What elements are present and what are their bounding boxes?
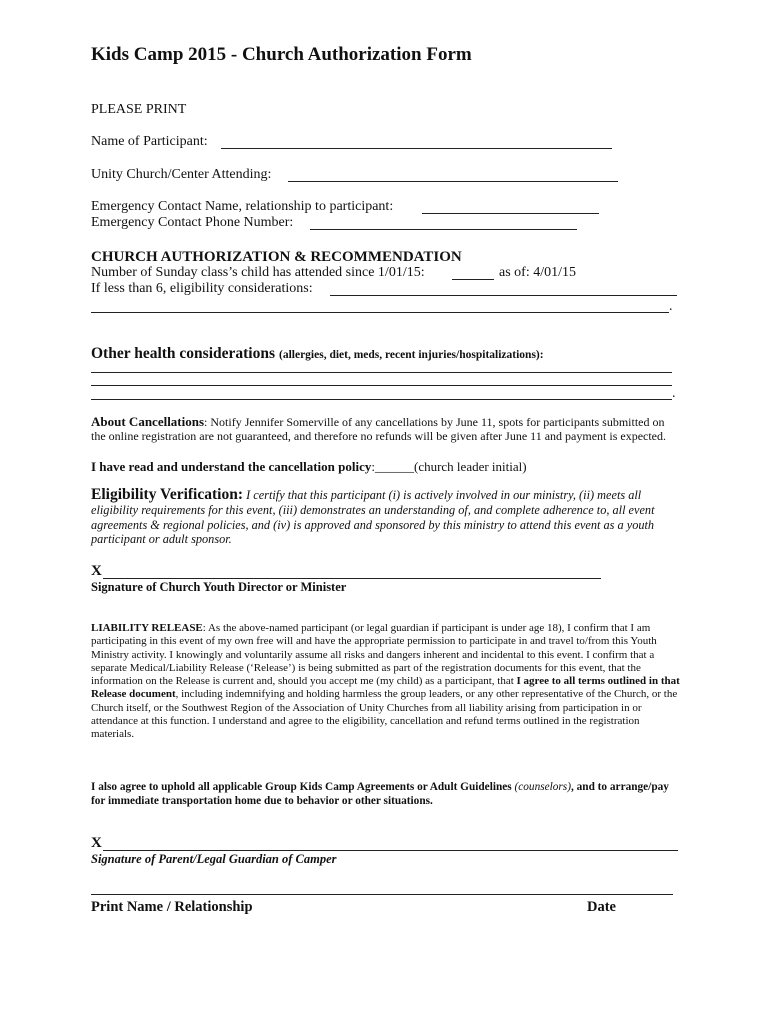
health-line-2[interactable] bbox=[91, 385, 672, 386]
agreement-text-2: , and to arrange/pay for immediate transportation home due to behavior or other situations. bbox=[91, 781, 669, 807]
guardian-signature-field[interactable] bbox=[103, 850, 678, 851]
church-attending-field[interactable] bbox=[288, 181, 618, 182]
health-line-1[interactable] bbox=[91, 372, 672, 373]
agreement-text-1: I also agree to uphold all applicable Group Kids Camp Agreements or Adult Guidelines bbox=[91, 781, 512, 793]
emergency-contact-phone-field[interactable] bbox=[310, 229, 577, 230]
eligibility-considerations-label: If less than 6, eligibility considerations: bbox=[91, 281, 313, 296]
director-signature-label: Signature of Church Youth Director or Minister bbox=[91, 580, 347, 594]
health-line-3[interactable] bbox=[91, 399, 672, 400]
director-signature-x: X bbox=[91, 563, 102, 579]
health-period: . bbox=[672, 386, 676, 401]
cancellations-text: : Notify Jennifer Somerville of any cancellations by June 11, spots for participants submitted on the online registration are not guaranteed, and therefore no refunds will be given after June 11 and payment is expected. bbox=[91, 415, 667, 443]
health-considerations-heading bbox=[91, 345, 544, 363]
form-title: Kids Camp 2015 - Church Authorization Form bbox=[91, 44, 472, 65]
eligibility-verification-paragraph bbox=[91, 488, 681, 547]
participant-name-label: Name of Participant: bbox=[91, 134, 208, 149]
cancellations-label: About Cancellations bbox=[91, 414, 205, 429]
agreement-paragraph bbox=[91, 780, 681, 808]
cancellations-paragraph bbox=[91, 415, 681, 443]
church-authorization-heading: CHURCH AUTHORIZATION & RECOMMENDATION bbox=[91, 249, 462, 265]
print-name-date-field[interactable] bbox=[91, 894, 673, 895]
liability-release-label: LIABILITY RELEASE bbox=[91, 622, 203, 634]
liability-release-paragraph bbox=[91, 622, 681, 742]
sunday-classes-label: Number of Sunday class’s child has attended since 1/01/15: bbox=[91, 265, 425, 280]
please-print-note: PLEASE PRINT bbox=[91, 102, 187, 117]
as-of-date: as of: 4/01/15 bbox=[499, 265, 576, 280]
liability-release-bold-phrase: I agree to all terms outlined in that Release document bbox=[91, 675, 680, 701]
date-label: Date bbox=[587, 899, 616, 915]
print-name-label: Print Name / Relationship bbox=[91, 899, 253, 915]
eligibility-considerations-line-2[interactable] bbox=[91, 312, 669, 313]
church-attending-label: Unity Church/Center Attending: bbox=[91, 167, 272, 182]
emergency-contact-name-label: Emergency Contact Name, relationship to participant: bbox=[91, 199, 394, 214]
emergency-contact-phone-label: Emergency Contact Phone Number: bbox=[91, 215, 294, 230]
emergency-contact-name-field[interactable] bbox=[422, 213, 599, 214]
director-signature-field[interactable] bbox=[103, 578, 601, 579]
liability-release-text-1: : As the above-named participant (or legal guardian if participant is under age 18), I confirm that I am participating in this event of my own free will and have the appropriate permission to participate in and travel to/from this Youth Ministry activity. I knowingly and voluntarily assume all risks and dangers inherent and incidental to this event. I confirm that a separate Medical/Liability Release (‘Release’) is being submitted as part of the registration documents for this event, that the information on the Release is current and, should you accept me (my child) as a participant, that bbox=[91, 622, 657, 688]
participant-name-field[interactable] bbox=[221, 148, 612, 149]
cancellation-policy-label: I have read and understand the cancellation policy bbox=[91, 459, 372, 474]
eligibility-considerations-field[interactable] bbox=[330, 295, 677, 296]
eligibility-verification-label: Eligibility Verification: bbox=[91, 486, 243, 503]
agreement-italic: (counselors) bbox=[511, 781, 571, 793]
guardian-signature-x: X bbox=[91, 835, 102, 851]
cancellation-policy-initial-field[interactable]: :______(church leader initial) bbox=[371, 459, 527, 474]
liability-release-text-2: , including indemnifying and holding harmless the group leaders, or any other representative of the Church, or the Church itself, or the Southwest Region of the Association of Unity Churches from all liability arising from participation in or attendance at this function. I understand and agree to the eligibility, cancellation and refund terms outlined in the registration materials. bbox=[91, 688, 678, 741]
eligibility-verification-text: I certify that this participant (i) is actively involved in our ministry, (ii) meets all eligibility requirements for this event, (iii) demonstrates an understanding of, and complete adherence to, all event agreements & regional policies, and (iv) is approved and sponsored by this ministry to attend this event as a youth participant or adult sponsor. bbox=[91, 488, 655, 547]
health-heading-label: Other health considerations bbox=[91, 345, 275, 362]
health-subheading: (allergies, diet, meds, recent injuries/hospitalizations): bbox=[279, 349, 544, 361]
guardian-signature-label: Signature of Parent/Legal Guardian of Camper bbox=[91, 852, 337, 866]
cancellation-policy-line bbox=[91, 459, 527, 474]
sunday-classes-field[interactable] bbox=[452, 279, 494, 280]
eligibility-period: . bbox=[669, 299, 673, 314]
